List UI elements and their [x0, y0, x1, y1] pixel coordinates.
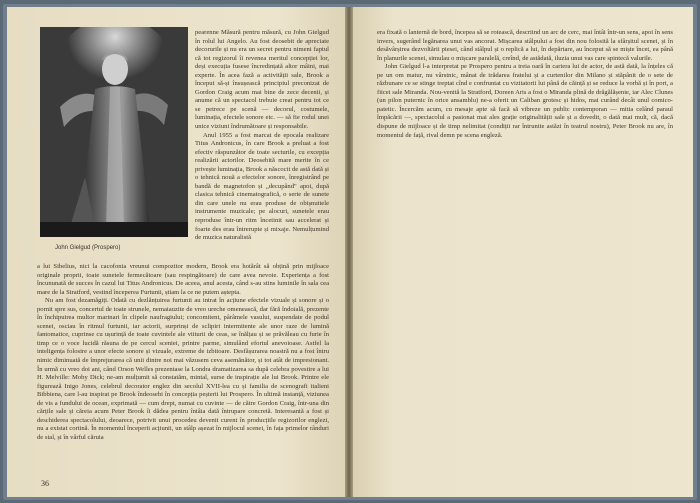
actor-photo — [40, 27, 188, 237]
paragraph: Nu am fost dezamăgiți. Odată cu dezlănțuirea furtunii au intrat în acțiune efectele vizuale și sonore și o pornit spre sus, concertul de toate strunele, nemaiauzite de vreo ureche omenească, dar fără îndoială, prezente în închipuirea multor marinari în clipele naufragiului; concomitent, pârâmele vasului, suspendate de podul scenei, osciau în ritmul furtunii, iar actorii, surprinși de sclipiri intermitente ale unor raze de lumină fantomatice, cuprinse cu ușurință de toate cuvintele ale viiturii de ceas, se înălțau și se prăvăleau cu furie în timp ce o voce lucidă răsuna de pe cercul sceniei, printre parme, simulând efortul anevoioase. Astfel la inteligența folosire a unor efecte sonore și vizuale, extreme de izbitoare. Desfășurarea noastră nu a fost întru nimic diminuată de împrejurarea că unii dintre noi mai văzusem ceva asemănător, și tot atât de impresionant. În urmă cu vreo doi ani, când Orson Welles prezentase la Londra dramatizarea sa după celebra povestire a lui H. Melville: Moby Dick; ne-am mulțumit să constatăm, mintal, surse de inspirație ale lui Brook. Printre ele figurează Inigo Jones, celebrul decorator englez din secolul XVII-lea cu și familia de scenografi italieni Bibbiena, care l-au inspirat pe Brook îndeosebi în concepția peșterii lui Prospero. În ultimă instanță, viziunea de vis a fundului de ocean, exprimată — cum drept, numai cu cuvinte — de către Gordon Craig, într-una din cărțile sale și căreia acum Peter Brook îi dădea pentru întâia dată întrupare concretă. Interesantă a fost și deschiderea spectacolului, deoarece, potrivit unui procedeu devenit curent în producțiile regizorilor englezi, nu a existat cortină. În momentul începerii acțiunii, un stâlp așezat în mijlocul scenei, în fața primelor rânduri de stal, și în vârful căruia — [37, 297, 329, 441]
photo-caption: John Gielgud (Prospero) — [55, 245, 121, 251]
paragraph: era fixată o lanternă de bord, începea să se rotească, descriind un arc de cerc, mai întâi într-un sens, apoi în sens invers, sugerând legănarea unui vas ancorat. Mișcarea stâlpului a fost din nou folosită la sfârșitul scenei, și în desăvârșirea dezvoltării piesei, când stâlpul și o replică a lui, în depărtare, au început să se miște încet, ea până în planurile scenei, simulau o mișcare paralelă, creînd, de astădată, iluzia unui vas care spintecă valurile. — [377, 29, 673, 62]
page-number: 36 — [41, 479, 49, 488]
text-column-full — [37, 263, 329, 442]
book-spread — [3, 4, 697, 500]
paragraph: Anul 1955 a fost marcat de epocala realizare Titus Andronicus, în care Brook a preluat a fost efectiv răspunzător de toate secturile, cu excepția realizării actorilor. Deosebită mare merite în ce privește luminația, Brook a născocit de astă dată și o tehnică nouă a efectelor sonore, înregistrând pe bandă de magnetofon și „decupând" apoi, după clasica tehnică cinematografică, o serie de sunete din care unele nu erau produse de obișnuitele instrumente muzicale; pe alocuri, sunetele erau reproduse într-un ritm încetinit sau accelerat și foarte des erau întrerupte și mixaje. Nemulțumind de muzica naturalistă — [195, 131, 329, 242]
text-column-right — [377, 29, 673, 140]
paragraph: a lui Sibelius, nici la cacofonia vreunui compozitor modern, Brook era hotărât să obțină prin mijloace originale proprii, toate sunetele fermecătoare (sau respingătoare) de care avea nevoie. Experiența a fost încununată de succes în cazul lui Titus Andronicus. De aceea, anul acesta, când s-au stins luminile în sala cea mare de la Stratford, vestind începerea Furtunii, știam la ce ne putem aștepta. — [37, 263, 329, 296]
left-page — [7, 7, 345, 497]
text-column-beside-photo — [195, 29, 329, 243]
paragraph: pearenne Măsură pentru măsură, cu John Gielgud în rolul lui Angelo. Au fost deosebit de apreciate decorurile și nu era un secret pentru nimeni faptul că tot regizorul îi revenea meritul concepției lor, deși execuția fusese încredințată altor mâini, mai experte. În acea fază a activității sale, Brook a început să-și însușească principiul preconizat de Gordon Craig acum mai bine de zece decenii, și anume că un spectacol trebuie creat pentru tot ce se petrece pe scenă — decorul, costumele, luminația, efectele sonore etc. — să fie rodul unei unice viziuni îndrumătoare și responsabile. — [195, 29, 329, 131]
book-gutter — [345, 7, 353, 497]
right-page — [353, 7, 693, 497]
paragraph: John Gielgud l-a interpretat pe Prospero pentru a treia oară în cariera lui de actor, de astă dată, la înțeles că pe un om matur, nu vârstnic, mânat de trădarea fratelui și a curtenilor din Milano și stăpânit de o sete de răzbunare ce se stinge treptat cînd e confruntat cu vizitatorii lui până de căință și se reduce la vorbă și în port, a fiicei sale Miranda. Nou-venită la Stratford, Doreen Aris a fost o Miranda plină de drăgălășenie, iar Alec Clunes (un pilon puternic în orice ansamblu) ne-a oferit un Caliban grotesc și hidos, mai curând decât unul comico-patetic. Încercăm acum, cu mesaje apte să facă să vibreze un public contemporan — mitia celând paraul împăcării —, spectacolul a pasionat mai ales grație originalității sale și a dovedit, o dată mai mult, că, dacă dispune de mijloace și de timp nelimitat (condiții rar întrunite astăzi în teatrul nostru), Peter Brook nu are, în momentul de față, rival demn pe scena engleză. — [377, 63, 673, 139]
